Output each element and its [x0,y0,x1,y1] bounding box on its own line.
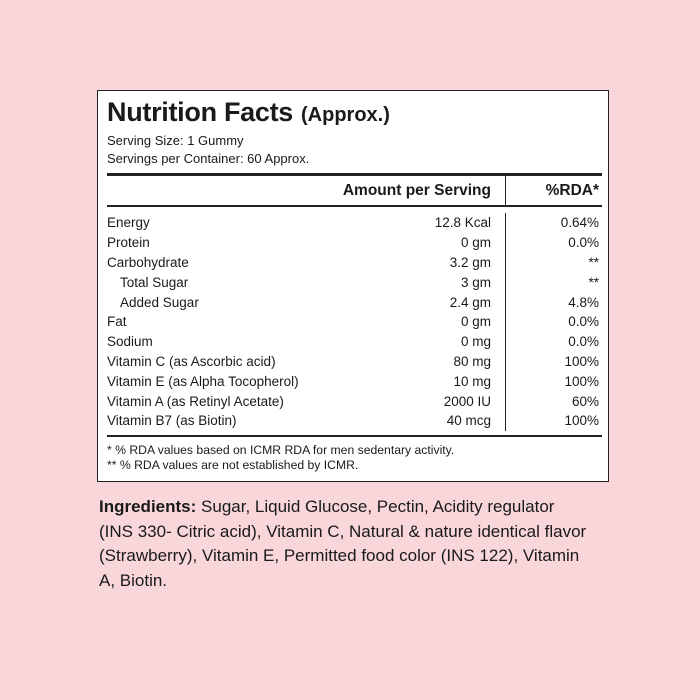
nutrient-row [107,272,602,292]
nutrient-amount: 3 gm [460,274,491,290]
nutrient-rda: 60% [571,393,599,409]
nutrient-name: Vitamin E (as Alpha Tocopherol) [107,373,299,389]
ingredients-label: Ingredients: [99,497,197,516]
nutrient-amount: 0 gm [460,314,491,330]
nutrient-amount: 2000 IU [443,393,491,409]
nutrient-amount: 10 mg [453,373,491,389]
nutrient-rda: 4.8% [568,294,599,310]
servings-per-container: Servings per Container: 60 Approx. [107,151,310,166]
nutrient-rda: 100% [564,373,599,389]
nutrient-row [107,411,602,431]
nutrient-amount: 40 mcg [446,413,491,429]
footnote-rda-not-established: ** % RDA values are not established by ICMR. [107,458,359,473]
nutrient-name: Carbohydrate [107,254,189,270]
nutrient-row [107,332,602,352]
nutrient-name: Vitamin A (as Retinyl Acetate) [107,393,284,409]
serving-info [107,132,602,168]
nutrient-name: Total Sugar [120,274,189,290]
header-amount: Amount per Serving [342,181,491,199]
nutrient-rda: 100% [564,413,599,429]
nutrient-name: Protein [107,235,150,251]
nutrient-row [107,391,602,411]
footnotes [107,437,602,474]
nutrient-name: Vitamin B7 (as Biotin) [107,413,237,429]
serving-size: Serving Size: 1 Gummy [107,133,244,148]
nutrient-row [107,352,602,372]
header-rda: %RDA* [545,181,599,199]
panel-title-suffix: (Approx.) [301,104,390,126]
nutrient-row [107,292,602,312]
nutrient-rows [107,207,602,435]
nutrient-row [107,253,602,273]
nutrient-amount: 12.8 Kcal [434,215,491,231]
nutrition-facts-panel [97,90,609,482]
nutrient-row [107,371,602,391]
nutrient-name: Added Sugar [120,294,199,310]
footnote-rda-basis: * % RDA values based on ICMR RDA for men sedentary activity. [107,442,455,457]
table-header [107,176,602,205]
nutrient-name: Fat [107,314,127,330]
nutrient-row [107,312,602,332]
ingredients-block [99,495,589,593]
nutrient-amount: 3.2 gm [449,254,491,270]
nutrient-amount: 0 gm [460,235,491,251]
nutrient-row [107,233,602,253]
nutrient-amount: 80 mg [453,353,491,369]
nutrient-rda: 0.0% [568,314,599,330]
title-row [107,99,602,126]
ingredients-text: Sugar, Liquid Glucose, Pectin, Acidity regulator (INS 330- Citric acid), Vitamin C, Natural & nature identical flavor (Strawberry), Vitamin E, Permitted food color (INS 122), Vitamin A, Biotin. [99,497,587,590]
nutrient-rda: 100% [564,353,599,369]
nutrient-rda: 0.0% [568,235,599,251]
nutrient-rda: 0.0% [568,334,599,350]
nutrient-amount: 2.4 gm [449,294,491,310]
nutrient-rda: 0.64% [560,215,599,231]
nutrient-name: Energy [107,215,150,231]
nutrient-name: Sodium [107,334,153,350]
nutrient-amount: 0 mg [460,334,491,350]
panel-title: Nutrition Facts [107,97,294,127]
nutrient-name: Vitamin C (as Ascorbic acid) [107,353,276,369]
nutrient-row [107,213,602,233]
nutrient-rda: ** [588,254,599,270]
nutrient-rda: ** [588,274,599,290]
